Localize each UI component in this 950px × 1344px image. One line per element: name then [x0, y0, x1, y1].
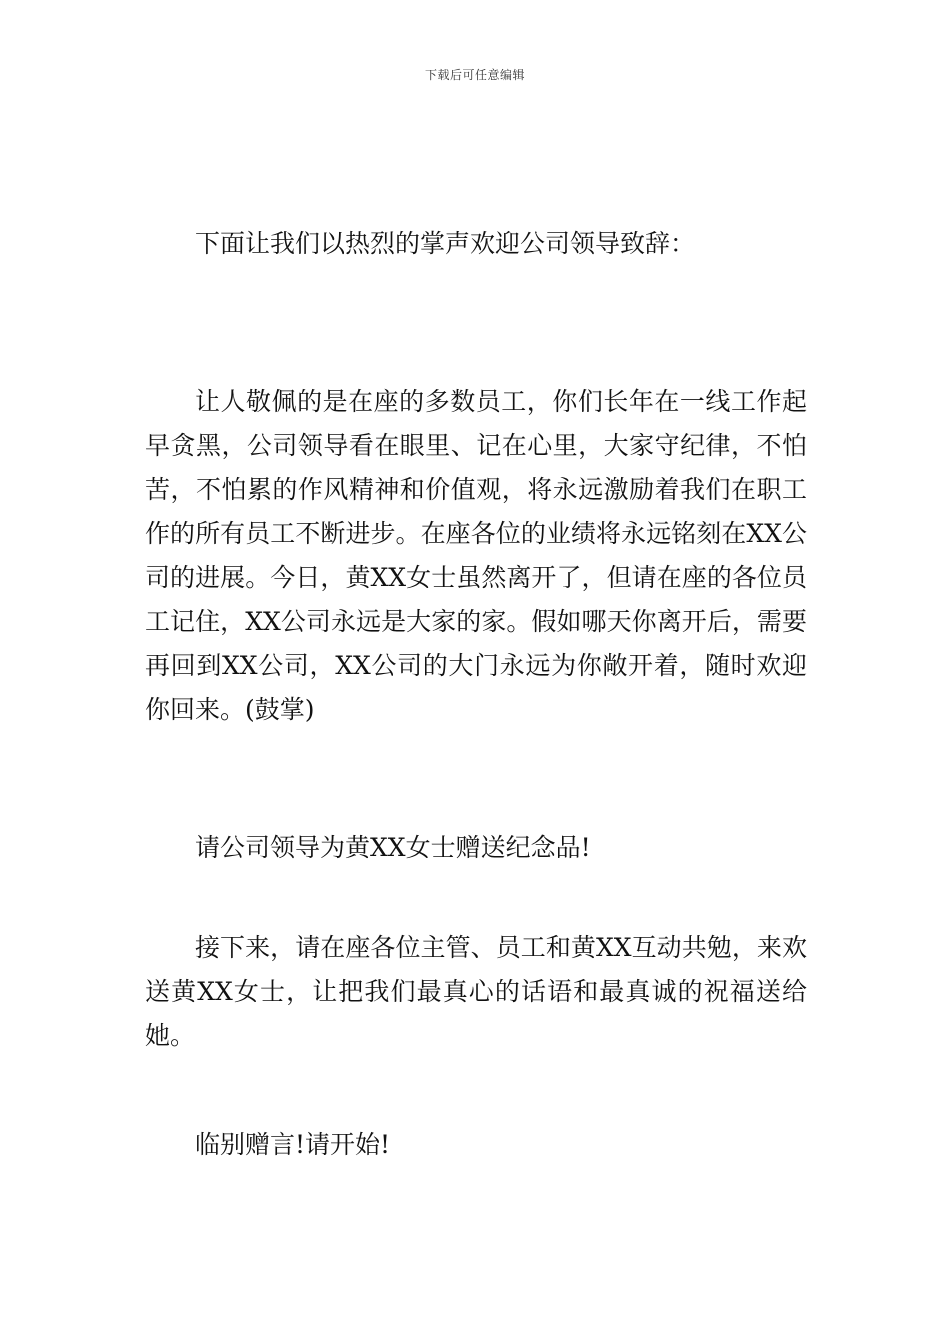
- paragraph-gift-presentation: 请公司领导为黄XX女士赠送纪念品!: [195, 833, 591, 862]
- paragraph-leader-speech: 让人敬佩的是在座的多数员工，你们长年在一线工作起早贪黑，公司领导看在眼里、记在心里，大家守纪律，不怕苦，不怕累的作风精神和价值观，将永远激励着我们在职工作的所有员工不断进步。在座各位的业绩将永远铭刻在XX公司的进展。今日，黄XX女士虽然离开了，但请在座的各位员工记住，XX公司永远是大家的家。假如哪天你离开后，需要再回到XX公司，XX公司的大门永远为你敞开着，随时欢迎你回来。(鼓掌): [145, 387, 807, 724]
- paragraph-parting-words: 临别赠言!请开始!: [195, 1130, 391, 1159]
- paragraph-farewell-interaction: 接下来，请在座各位主管、员工和黄XX互动共勉，来欢送黄XX女士，让把我们最真心的话语和最真诚的祝福送给她。: [145, 933, 807, 1050]
- page-header-note: 下载后可任意编辑: [424, 68, 525, 82]
- paragraph-welcome-speech: 下面让我们以热烈的掌声欢迎公司领导致辞：: [195, 229, 696, 258]
